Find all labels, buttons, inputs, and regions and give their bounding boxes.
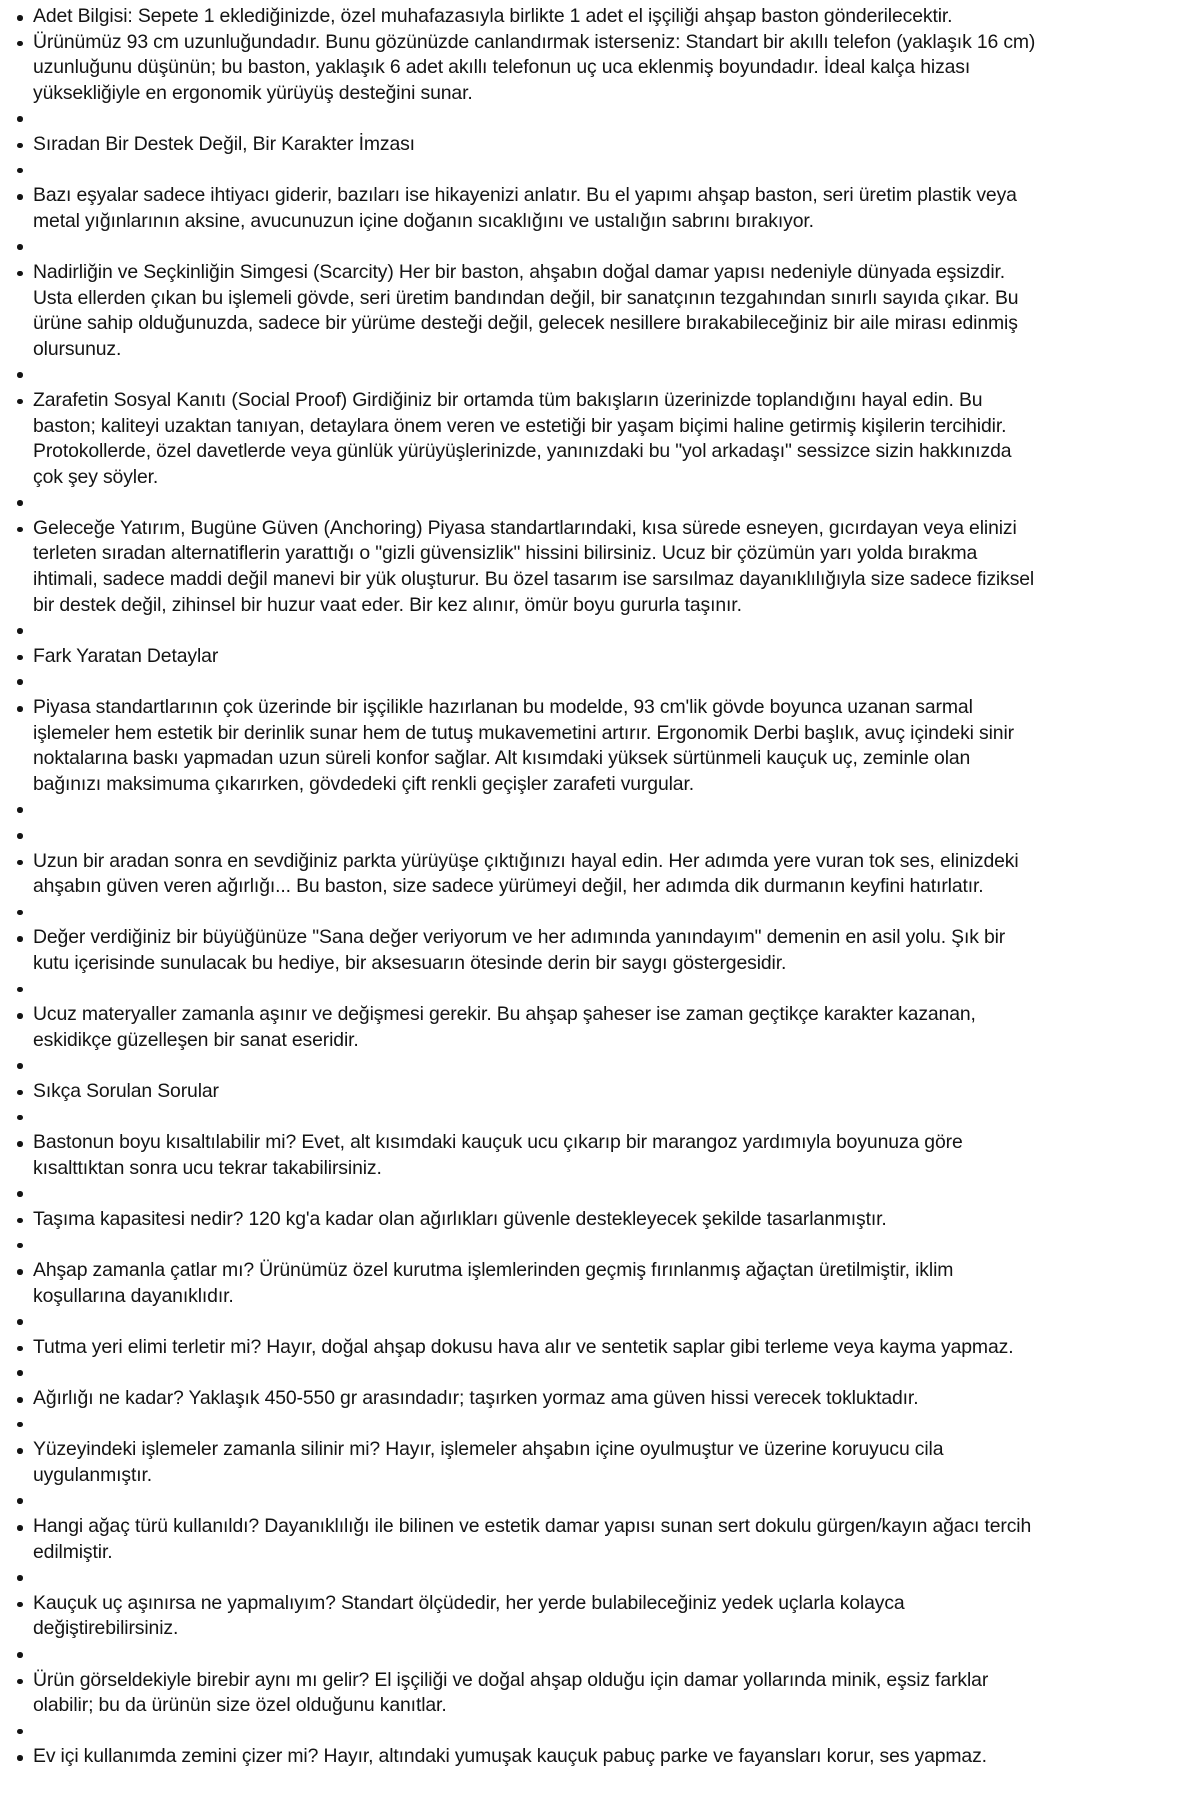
list-item-spacer: [0, 490, 1200, 516]
list-item-spacer: [0, 900, 1200, 926]
list-item-text: Nadirliğin ve Seçkinliğin Simgesi (Scarcity) Her bir baston, ahşabın doğal damar yapısı nedeniyle dünyada eşsizdir. Usta ellerden çıkan bu işlemeli gövde, seri üretim bandından değil, bir sanatçının tezgahından sınırlı sayıda çıkar. Bu ürüne sahip olduğunuzda, sadece bir yürüme desteği değil, gelecek nesillere bırakabileceğiniz bir aile mirası edinmiş olursunuz.: [33, 260, 1019, 360]
list-item-spacer: [0, 1309, 1200, 1335]
list-item-text: Piyasa standartlarının çok üzerinde bir işçilikle hazırlanan bu modelde, 93 cm'lik gövde boyunca uzanan sarmal işlemeler hem estetik bir derinlik sunar hem de tutuş mukavemetini artırır. Ergonomik Derbi başlık, avuç içindeki sinir noktalarına baskı yapmadan uzun süreli konfor sağlar. Alt kısımdaki yüksek sürtünmeli kauçuk uç, zeminle olan bağınızı maksimuma çıkarırken, gövdedeki çift renkli geçişler zarafeti vurgular.: [33, 696, 1014, 795]
list-item-text: Kauçuk uç aşınırsa ne yapmalıyım? Standart ölçüdedir, her yerde bulabileceğiniz yedek uçlarla kolayca değiştirebilirsiniz.: [33, 1591, 905, 1640]
section-heading: [0, 132, 1200, 158]
list-item: [0, 1591, 1200, 1642]
list-item: [0, 1207, 1200, 1233]
list-item-text: Ahşap zamanla çatlar mı? Ürünümüz özel kurutma işlemlerinden geçmiş fırınlanmış ağaçtan üretilmiştir, iklim koşullarına dayanıklıdır.: [33, 1259, 954, 1307]
list-item-spacer: [0, 823, 1200, 849]
list-item-text: Ürün görseldekiyle birebir aynı mı gelir? El işçiliği ve doğal ahşap olduğu için damar yollarında minik, eşsiz farklar olabilir; bu da ürünün size özel olduğunu kanıtlar.: [33, 1668, 989, 1717]
list-item-text: Bastonun boyu kısaltılabilir mi? Evet, alt kısımdaki kauçuk ucu çıkarıp bir marangoz yardımıyla boyunuza göre kısalttıktan sonra ucu tekrar takabilirsiniz.: [33, 1131, 963, 1179]
list-item: [0, 695, 1200, 797]
list-item-text: Ağırlığı ne kadar? Yaklaşık 450-550 gr arasındadır; taşırken yormaz ama güven hissi verecek tokluktadır.: [33, 1387, 919, 1410]
list-item-spacer: [0, 1642, 1200, 1668]
list-item-text: Adet Bilgisi: Sepete 1 eklediğinizde, özel muhafazasıyla birlikte 1 adet el işçiliği ahşap baston gönderilecektir.: [33, 5, 953, 27]
list-item-spacer: [0, 618, 1200, 644]
list-item-spacer: [0, 1412, 1200, 1438]
list-item-spacer: [0, 234, 1200, 260]
list-item-text: Bazı eşyalar sadece ihtiyacı giderir, bazıları ise hikayenizi anlatır. Bu el yapımı ahşap baston, seri üretim plastik veya metal yığınlarının aksine, avucunuzun içine doğanın sıcaklığını ve ustalığın sabrını bırakıyor.: [33, 184, 1017, 232]
list-item: [0, 925, 1200, 976]
list-item-spacer: [0, 977, 1200, 1003]
list-item: [0, 1514, 1200, 1565]
list-item-spacer: [0, 1360, 1200, 1386]
list-item-text: Ürünümüz 93 cm uzunluğundadır. Bunu gözünüzde canlandırmak isterseniz: Standart bir akıllı telefon (yaklaşık 16 cm) uzunluğunu düşünün; bu baston, yaklaşık 6 adet akıllı telefonun uç uca eklenmiş boyundadır. İdeal kalça hizası yüksekliğiyle en ergonomik yürüyüş desteğini sunar.: [33, 30, 1036, 104]
list-item-text: Zarafetin Sosyal Kanıtı (Social Proof) Girdiğiniz bir ortamda tüm bakışların üzerinizde toplandığını hayal edin. Bu baston; kaliteyi uzaktan tanıyan, detaylara önem veren ve estetiği bir yaşam biçimi haline getirmiş kişilerin tercihidir. Protokollerde, özel davetlerde veya günlük yürüyüşlerinizde, yanınızdaki bu "yol arkadaşı" sessizce sizin hakkınızda çok şey söyler.: [33, 388, 1012, 488]
list-item-text: Tutma yeri elimi terletir mi? Hayır, doğal ahşap dokusu hava alır ve sentetik saplar gibi terleme veya kayma yapmaz.: [33, 1335, 1014, 1358]
list-item: [0, 1002, 1200, 1053]
list-item-spacer: [0, 1233, 1200, 1259]
list-item: [0, 1437, 1200, 1488]
list-item-text: Hangi ağaç türü kullanıldı? Dayanıklılığı ile bilinen ve estetik damar yapısı sunan sert dokulu gürgen/kayın ağacı tercih edilmiştir.: [33, 1515, 1032, 1563]
list-item: [0, 516, 1200, 618]
section-heading: [0, 644, 1200, 670]
list-item: [0, 4, 1200, 30]
list-item-spacer: [0, 362, 1200, 388]
list-item-spacer: [0, 106, 1200, 132]
list-item-text: Geleceğe Yatırım, Bugüne Güven (Anchoring) Piyasa standartlarındaki, kısa sürede esneyen, gıcırdayan veya elinizi terleten sıradan alternatiflerin yarattığı o "gizli güvensizlik" hissini bilirsiniz. Ucuz bir çözümün yarı yolda bırakma ihtimali, sadece maddi değil manevi bir yük oluşturur. Bu özel tasarım ise sarsılmaz dayanıklılığıyla size sadece fiziksel bir destek değil, zihinsel bir huzur vaat eder. Bir kez alınır, ömür boyu gururla taşınır.: [33, 516, 1035, 616]
list-item-text: Değer verdiğiniz bir büyüğünüze "Sana değer veriyorum ve her adımında yanındayım" demenin en asil yolu. Şık bir kutu içerisinde sunulacak bu hediye, bir aksesuarın ötesinde derin bir saygı göstergesidir.: [33, 926, 1006, 974]
list-item: [0, 30, 1200, 107]
list-item: [0, 1258, 1200, 1309]
list-item: [0, 1335, 1200, 1361]
list-item-spacer: [0, 1181, 1200, 1207]
list-item-spacer: [0, 1488, 1200, 1514]
list-item-text: Uzun bir aradan sonra en sevdiğiniz parkta yürüyüşe çıktığınızı hayal edin. Her adımda yere vuran tok ses, elinizdeki ahşabın güven veren ağırlığı... Bu baston, size sadece yürümeyi değil, her adımda dik durmanın keyfini hatırlatır.: [33, 849, 1019, 898]
list-item-spacer: [0, 1105, 1200, 1131]
list-item: [0, 183, 1200, 234]
list-item: [0, 1386, 1200, 1412]
list-item-text: Ev içi kullanımda zemini çizer mi? Hayır, altındaki yumuşak kauçuk pabuç parke ve fayansları korur, ses yapmaz.: [33, 1745, 987, 1768]
product-description-list: [0, 4, 1200, 1770]
list-item-text: Sıradan Bir Destek Değil, Bir Karakter İmzası: [33, 132, 415, 155]
list-item-text: Taşıma kapasitesi nedir? 120 kg'a kadar olan ağırlıkları güvenle destekleyecek şekilde tasarlanmıştır.: [33, 1207, 887, 1230]
list-item: [0, 388, 1200, 490]
list-item-text: Sıkça Sorulan Sorular: [33, 1079, 219, 1102]
list-item-spacer: [0, 1565, 1200, 1591]
list-item-text: Fark Yaratan Detaylar: [33, 644, 219, 667]
list-item: [0, 1668, 1200, 1719]
list-item-spacer: [0, 158, 1200, 184]
list-item-spacer: [0, 797, 1200, 823]
list-item: [0, 260, 1200, 362]
list-item-spacer: [0, 669, 1200, 695]
list-item-spacer: [0, 1053, 1200, 1079]
list-item: [0, 1130, 1200, 1181]
list-item-text: Ucuz materyaller zamanla aşınır ve değişmesi gerekir. Bu ahşap şaheser ise zaman geçtikçe karakter kazanan, eskidikçe güzelleşen bir sanat eseridir.: [33, 1003, 976, 1051]
list-item: [0, 1744, 1200, 1770]
list-item-spacer: [0, 1719, 1200, 1745]
list-item-text: Yüzeyindeki işlemeler zamanla silinir mi? Hayır, işlemeler ahşabın içine oyulmuştur ve üzerine koruyucu cila uygulanmıştır.: [33, 1438, 944, 1486]
list-item: [0, 849, 1200, 900]
section-heading: [0, 1079, 1200, 1105]
